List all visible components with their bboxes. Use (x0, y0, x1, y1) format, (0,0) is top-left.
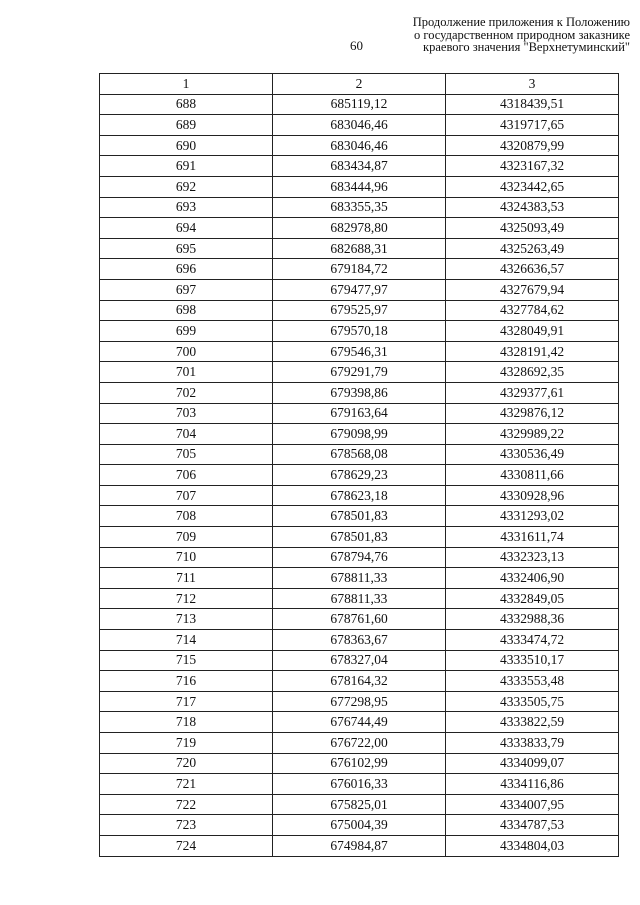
table-row (100, 691, 619, 712)
y-coordinate-cell: 4323167,32 (446, 156, 619, 177)
x-coordinate-cell: 676722,00 (273, 733, 446, 754)
point-number-cell: 713 (100, 609, 273, 630)
y-coordinate-cell: 4325263,49 (446, 238, 619, 259)
y-coordinate-cell: 4326636,57 (446, 259, 619, 280)
x-coordinate-cell: 678811,33 (273, 588, 446, 609)
table-header-row (100, 74, 619, 95)
y-coordinate-cell: 4328191,42 (446, 341, 619, 362)
table-row (100, 650, 619, 671)
column-header-y-coordinate: 3 (446, 74, 619, 95)
table-row (100, 238, 619, 259)
point-number-cell: 721 (100, 774, 273, 795)
y-coordinate-cell: 4334116,86 (446, 774, 619, 795)
x-coordinate-cell: 683046,46 (273, 115, 446, 136)
table-body (100, 94, 619, 856)
point-number-cell: 690 (100, 135, 273, 156)
table-row (100, 279, 619, 300)
table-row (100, 321, 619, 342)
y-coordinate-cell: 4327679,94 (446, 279, 619, 300)
point-number-cell: 697 (100, 279, 273, 300)
point-number-cell: 699 (100, 321, 273, 342)
point-number-cell: 692 (100, 176, 273, 197)
x-coordinate-cell: 678363,67 (273, 630, 446, 651)
y-coordinate-cell: 4323442,65 (446, 176, 619, 197)
x-coordinate-cell: 679398,86 (273, 382, 446, 403)
y-coordinate-cell: 4319717,65 (446, 115, 619, 136)
x-coordinate-cell: 678327,04 (273, 650, 446, 671)
appendix-header-line: о государственном природном заказнике (414, 27, 630, 42)
point-number-cell: 708 (100, 506, 273, 527)
point-number-cell: 706 (100, 465, 273, 486)
table-row (100, 568, 619, 589)
point-number-cell: 709 (100, 527, 273, 548)
point-number-cell: 716 (100, 671, 273, 692)
point-number-cell: 718 (100, 712, 273, 733)
y-coordinate-cell: 4334007,95 (446, 794, 619, 815)
table-row (100, 506, 619, 527)
x-coordinate-cell: 675004,39 (273, 815, 446, 836)
x-coordinate-cell: 682688,31 (273, 238, 446, 259)
y-coordinate-cell: 4331611,74 (446, 527, 619, 548)
y-coordinate-cell: 4333505,75 (446, 691, 619, 712)
table-row (100, 527, 619, 548)
point-number-cell: 696 (100, 259, 273, 280)
table-row (100, 815, 619, 836)
x-coordinate-cell: 678501,83 (273, 527, 446, 548)
appendix-header-line: Продолжение приложения к Положению (412, 15, 630, 29)
point-number-cell: 715 (100, 650, 273, 671)
x-coordinate-cell: 678164,32 (273, 671, 446, 692)
y-coordinate-cell: 4334099,07 (446, 753, 619, 774)
x-coordinate-cell: 682978,80 (273, 218, 446, 239)
y-coordinate-cell: 4325093,49 (446, 218, 619, 239)
x-coordinate-cell: 678811,33 (273, 568, 446, 589)
table-row (100, 403, 619, 424)
point-number-cell: 714 (100, 630, 273, 651)
x-coordinate-cell: 677298,95 (273, 691, 446, 712)
y-coordinate-cell: 4328692,35 (446, 362, 619, 383)
point-number-cell: 705 (100, 444, 273, 465)
point-number-cell: 712 (100, 588, 273, 609)
x-coordinate-cell: 679477,97 (273, 279, 446, 300)
point-number-cell: 711 (100, 568, 273, 589)
y-coordinate-cell: 4318439,51 (446, 94, 619, 115)
point-number-cell: 724 (100, 835, 273, 856)
x-coordinate-cell: 678794,76 (273, 547, 446, 568)
y-coordinate-cell: 4328049,91 (446, 321, 619, 342)
y-coordinate-cell: 4334787,53 (446, 815, 619, 836)
table-row (100, 218, 619, 239)
x-coordinate-cell: 679525,97 (273, 300, 446, 321)
table-row (100, 630, 619, 651)
x-coordinate-cell: 674984,87 (273, 835, 446, 856)
y-coordinate-cell: 4332988,36 (446, 609, 619, 630)
x-coordinate-cell: 678629,23 (273, 465, 446, 486)
column-header-x-coordinate: 2 (273, 74, 446, 95)
x-coordinate-cell: 679570,18 (273, 321, 446, 342)
y-coordinate-cell: 4329377,61 (446, 382, 619, 403)
table-row (100, 733, 619, 754)
y-coordinate-cell: 4333822,59 (446, 712, 619, 733)
x-coordinate-cell: 678761,60 (273, 609, 446, 630)
point-number-cell: 693 (100, 197, 273, 218)
point-number-cell: 703 (100, 403, 273, 424)
table-row (100, 424, 619, 445)
x-coordinate-cell: 675825,01 (273, 794, 446, 815)
point-number-cell: 707 (100, 485, 273, 506)
point-number-cell: 688 (100, 94, 273, 115)
table-row (100, 341, 619, 362)
table-row (100, 197, 619, 218)
table-row (100, 156, 619, 177)
point-number-cell: 720 (100, 753, 273, 774)
table-row (100, 588, 619, 609)
table-row (100, 609, 619, 630)
y-coordinate-cell: 4329989,22 (446, 424, 619, 445)
point-number-cell: 719 (100, 733, 273, 754)
x-coordinate-cell: 676744,49 (273, 712, 446, 733)
y-coordinate-cell: 4333833,79 (446, 733, 619, 754)
table-row (100, 115, 619, 136)
x-coordinate-cell: 679546,31 (273, 341, 446, 362)
page-number: 60 (350, 38, 363, 53)
x-coordinate-cell: 685119,12 (273, 94, 446, 115)
point-number-cell: 710 (100, 547, 273, 568)
table-row (100, 547, 619, 568)
table-row (100, 712, 619, 733)
point-number-cell: 701 (100, 362, 273, 383)
x-coordinate-cell: 679098,99 (273, 424, 446, 445)
table-row (100, 753, 619, 774)
point-number-cell: 722 (100, 794, 273, 815)
y-coordinate-cell: 4330811,66 (446, 465, 619, 486)
point-number-cell: 700 (100, 341, 273, 362)
point-number-cell: 704 (100, 424, 273, 445)
table-row (100, 362, 619, 383)
table-row (100, 444, 619, 465)
x-coordinate-cell: 678568,08 (273, 444, 446, 465)
point-number-cell: 694 (100, 218, 273, 239)
appendix-header (370, 16, 630, 54)
y-coordinate-cell: 4332406,90 (446, 568, 619, 589)
table-row (100, 794, 619, 815)
y-coordinate-cell: 4330536,49 (446, 444, 619, 465)
coordinates-table (99, 73, 619, 857)
y-coordinate-cell: 4327784,62 (446, 300, 619, 321)
table-row (100, 135, 619, 156)
x-coordinate-cell: 678501,83 (273, 506, 446, 527)
x-coordinate-cell: 676102,99 (273, 753, 446, 774)
point-number-cell: 689 (100, 115, 273, 136)
y-coordinate-cell: 4324383,53 (446, 197, 619, 218)
table-row (100, 176, 619, 197)
x-coordinate-cell: 679163,64 (273, 403, 446, 424)
y-coordinate-cell: 4333474,72 (446, 630, 619, 651)
point-number-cell: 702 (100, 382, 273, 403)
table-row (100, 259, 619, 280)
y-coordinate-cell: 4331293,02 (446, 506, 619, 527)
table-row (100, 465, 619, 486)
point-number-cell: 698 (100, 300, 273, 321)
x-coordinate-cell: 683355,35 (273, 197, 446, 218)
y-coordinate-cell: 4330928,96 (446, 485, 619, 506)
x-coordinate-cell: 683444,96 (273, 176, 446, 197)
y-coordinate-cell: 4334804,03 (446, 835, 619, 856)
table-row (100, 835, 619, 856)
y-coordinate-cell: 4329876,12 (446, 403, 619, 424)
y-coordinate-cell: 4333553,48 (446, 671, 619, 692)
x-coordinate-cell: 678623,18 (273, 485, 446, 506)
x-coordinate-cell: 679184,72 (273, 259, 446, 280)
table-row (100, 300, 619, 321)
point-number-cell: 717 (100, 691, 273, 712)
y-coordinate-cell: 4333510,17 (446, 650, 619, 671)
x-coordinate-cell: 683434,87 (273, 156, 446, 177)
table-row (100, 671, 619, 692)
y-coordinate-cell: 4332323,13 (446, 547, 619, 568)
y-coordinate-cell: 4332849,05 (446, 588, 619, 609)
point-number-cell: 691 (100, 156, 273, 177)
point-number-cell: 695 (100, 238, 273, 259)
table-row (100, 485, 619, 506)
x-coordinate-cell: 676016,33 (273, 774, 446, 795)
table-row (100, 94, 619, 115)
table-row (100, 382, 619, 403)
y-coordinate-cell: 4320879,99 (446, 135, 619, 156)
x-coordinate-cell: 683046,46 (273, 135, 446, 156)
x-coordinate-cell: 679291,79 (273, 362, 446, 383)
table-row (100, 774, 619, 795)
appendix-header-line: краевого значения "Верхнетуминский" (423, 40, 630, 54)
point-number-cell: 723 (100, 815, 273, 836)
column-header-point-number: 1 (100, 74, 273, 95)
